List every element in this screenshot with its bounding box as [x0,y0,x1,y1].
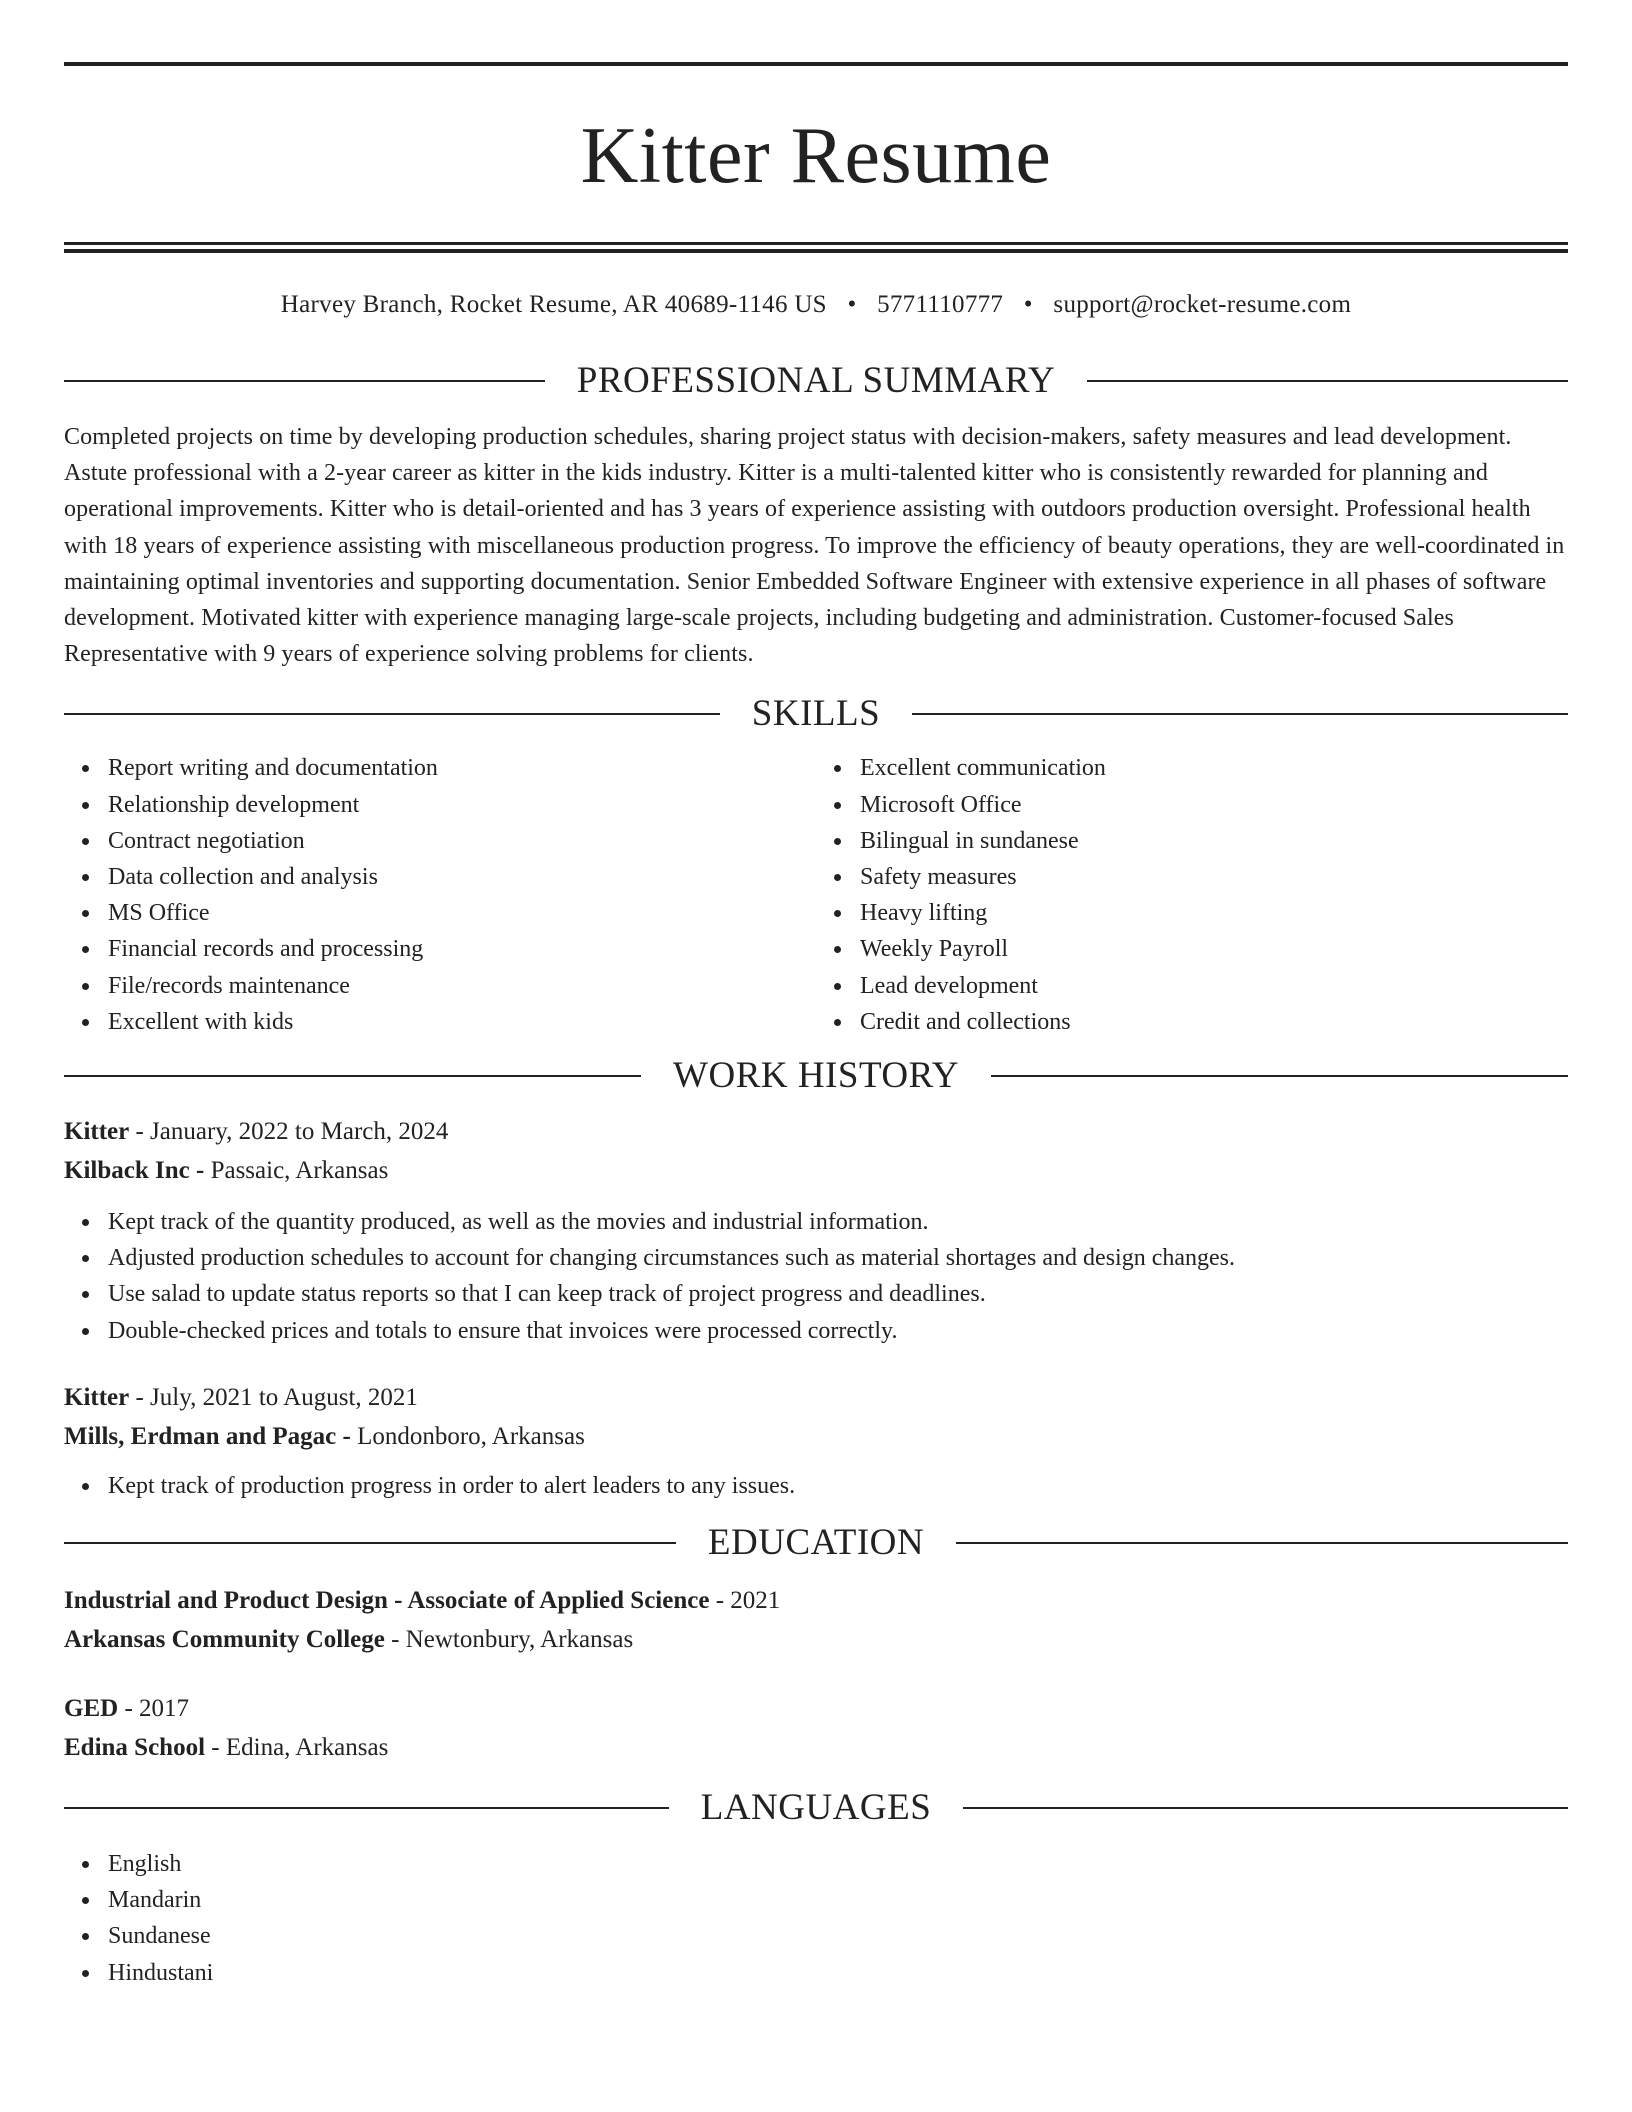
job-company-line: Mills, Erdman and Pagac - Londonboro, Arkansas [64,1422,585,1450]
skills-list-left [64,750,816,1040]
resume-title: Kitter Resume [580,112,1052,200]
skill-item: MS Office [108,895,816,931]
heading-rule-left [64,1807,669,1809]
section-heading-skills [64,690,1568,738]
education-location: Edina, Arkansas [219,1734,389,1762]
job-bullet: Adjusted production schedules to account for changing circumstances such as material shortages and design changes. [108,1240,1568,1276]
job-title: Kitter [64,1118,130,1146]
skill-item: Microsoft Office [860,787,1568,823]
heading-rule-right [956,1542,1568,1544]
education-entry [64,1581,1568,1659]
heading-rule-right [912,713,1568,715]
job-title: Kitter [64,1383,130,1411]
heading-rule-left [64,1542,676,1544]
job-bullet: Double-checked prices and totals to ensure that invoices were processed correctly. [108,1313,1568,1349]
language-item: Sundanese [108,1918,1568,1954]
education-degree-line [64,1689,1568,1728]
skill-item: Credit and collections [860,1004,1568,1040]
skill-item: File/records maintenance [108,968,816,1004]
education-year: - 2021 [709,1587,781,1615]
language-item: Mandarin [108,1882,1568,1918]
job-company-line: Kilback Inc - Passaic, Arkansas [64,1157,389,1185]
skill-item: Contract negotiation [108,823,816,859]
education-school-line: Arkansas Community College - Newtonbury, Arkansas [64,1626,634,1654]
job-company: Mills, Erdman and Pagac [64,1422,337,1450]
heading-rule-left [64,380,545,382]
job-entry [64,1112,1568,1349]
skill-item: Safety measures [860,859,1568,895]
skill-item: Financial records and processing [108,931,816,967]
education-school: Arkansas Community College [64,1626,385,1654]
language-item: English [108,1846,1568,1882]
heading-rule-right [963,1807,1568,1809]
section-heading-work-history [64,1052,1568,1100]
skill-item: Data collection and analysis [108,859,816,895]
education-degree: Industrial and Product Design - Associate of Applied Science [64,1587,710,1615]
job-location: Londonboro, Arkansas [350,1422,585,1450]
job-bullets [64,1204,1568,1349]
skill-item: Bilingual in sundanese [860,823,1568,859]
education-degree: GED [64,1695,119,1723]
skills-columns [64,750,1568,1040]
section-heading-label: SKILLS [751,693,881,735]
job-bullet: Kept track of the quantity produced, as well as the movies and industrial information. [108,1204,1568,1240]
title-double-rule [64,242,1568,253]
top-rule [64,62,1568,66]
heading-rule-left [64,1075,641,1077]
skill-item: Lead development [860,968,1568,1004]
contact-separator: • [847,291,857,318]
heading-rule-right [1087,380,1568,382]
job-location: Passaic, Arkansas [204,1157,389,1185]
section-heading-label: PROFESSIONAL SUMMARY [576,360,1056,401]
contact-separator: • [1023,291,1033,318]
job-dates: - July, 2021 to August, 2021 [129,1383,418,1411]
education-school-line: Edina School - Edina, Arkansas [64,1734,389,1762]
contact-address: Harvey Branch, Rocket Resume, AR 40689-1146 US [280,291,827,318]
section-heading-summary [64,357,1568,405]
skill-item: Heavy lifting [860,895,1568,931]
section-heading-label: WORK HISTORY [673,1055,959,1097]
section-heading-label: EDUCATION [707,1522,925,1564]
job-title-line [64,1112,1568,1151]
summary-text: Completed projects on time by developing production schedules, sharing project status with decision-makers, safety measures and lead development. Astute professional with a 2-year career as kitter in the kids industry. Kitter is a multi-talented kitter who is consistently rewarded for planning and operational improvements. Kitter who is detail-oriented and has 3 years of experience assisting with outdoors production oversight. Professional health with 18 years of experience assisting with miscellaneous production progress. To improve the efficiency of beauty operations, they are well-coordinated in maintaining optimal inventories and supporting documentation. Senior Embedded Software Engineer with extensive experience in all phases of software development. Motivated kitter with experience managing large-scale projects, including budgeting and administration. Customer-focused Sales Representative with 9 years of experience solving problems for clients. [64,424,1565,668]
education-year: - 2017 [118,1695,190,1723]
contact-email: support@rocket-resume.com [1053,291,1352,318]
job-title-line [64,1378,1568,1417]
skill-item: Weekly Payroll [860,931,1568,967]
job-bullets [64,1468,1568,1504]
job-company: Kilback Inc [64,1157,190,1185]
job-bullet: Use salad to update status reports so that I can keep track of project progress and deadlines. [108,1276,1568,1312]
skills-list-right [816,750,1568,1040]
language-item: Hindustani [108,1955,1568,1991]
education-location: Newtonbury, Arkansas [399,1626,634,1654]
contact-line [64,287,1568,323]
education-school: Edina School [64,1734,206,1762]
job-bullet: Kept track of production progress in order to alert leaders to any issues. [108,1468,1568,1504]
job-entry [64,1378,1568,1504]
education-entry [64,1689,1568,1767]
skill-item: Relationship development [108,787,816,823]
skill-item: Report writing and documentation [108,750,816,786]
skill-item: Excellent communication [860,750,1568,786]
contact-phone: 5771110777 [877,291,1004,318]
resume-page [64,62,1568,1991]
section-heading-education [64,1519,1568,1567]
skill-item: Excellent with kids [108,1004,816,1040]
section-heading-label: LANGUAGES [700,1787,932,1829]
job-dates: - January, 2022 to March, 2024 [129,1118,449,1146]
section-heading-languages [64,1784,1568,1832]
heading-rule-left [64,713,720,715]
heading-rule-right [991,1075,1568,1077]
languages-list [64,1846,1568,1991]
education-degree-line [64,1581,1568,1620]
